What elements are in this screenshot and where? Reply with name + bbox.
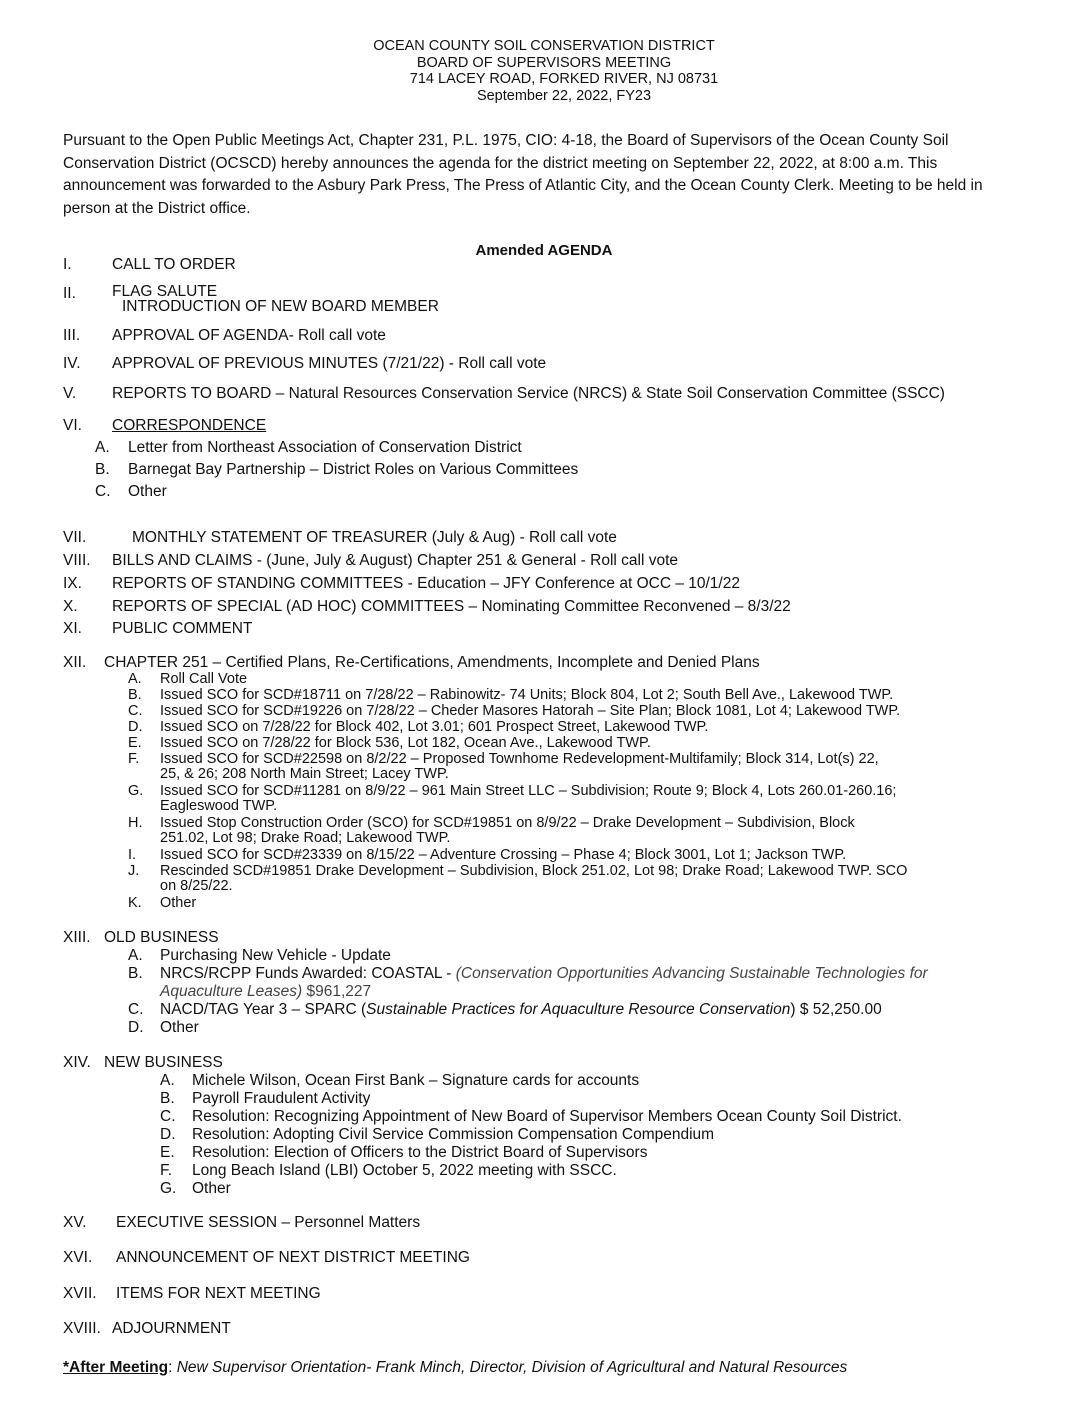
item-number: XI. [63, 620, 82, 637]
sub-item-amount: $961,227 [302, 983, 372, 1000]
item-number: III. [63, 327, 81, 344]
sub-item: Issued SCO for SCD#22598 on 8/2/22 – Proposed Townhome Redevelopment-Multifamily; Block 314, Lot(s) 22, [160, 751, 879, 767]
item-public-comment: PUBLIC COMMENT [112, 620, 253, 637]
item-new-business: NEW BUSINESS [104, 1054, 223, 1071]
item-number: VIII. [63, 552, 91, 569]
sub-letter: G. [128, 783, 144, 799]
sub-letter: F. [128, 751, 140, 767]
item-number: I. [63, 256, 72, 273]
sub-letter: H. [128, 815, 143, 831]
sub-item-amount: ) $ 52,250.00 [790, 1001, 882, 1018]
sub-letter: D. [128, 719, 143, 735]
document-header [0, 38, 1088, 104]
item-next-meeting-items: ITEMS FOR NEXT MEETING [116, 1285, 321, 1302]
item-number: XIII. [63, 929, 91, 946]
sub-letter: B. [95, 461, 110, 478]
sub-letter: I. [128, 847, 137, 863]
sub-item-italic: Sustainable Practices for Aquaculture Resource Conservation [366, 1001, 791, 1018]
sub-item: Purchasing New Vehicle - Update [160, 947, 391, 964]
item-number: XV. [63, 1214, 87, 1231]
sub-item: Resolution: Election of Officers to the District Board of Supervisors [192, 1144, 648, 1161]
item-executive-session: EXECUTIVE SESSION – Personnel Matters [116, 1214, 421, 1231]
sub-item: Letter from Northeast Association of Conservation District [128, 439, 522, 456]
sub-letter: C. [95, 483, 111, 500]
item-special-committees: REPORTS OF SPECIAL (AD HOC) COMMITTEES – Nominating Committee Reconvened – 8/3/22 [112, 598, 791, 615]
item-number: VI. [63, 417, 82, 434]
sub-item: Issued SCO for SCD#23339 on 8/15/22 – Adventure Crossing – Phase 4; Block 3001, Lot 1; Jackson TWP. [160, 847, 847, 863]
sub-item: Roll Call Vote [160, 671, 248, 687]
meeting-name: BOARD OF SUPERVISORS MEETING [416, 54, 672, 71]
sub-letter: G. [160, 1180, 177, 1197]
district-name: OCEAN COUNTY SOIL CONSERVATION DISTRICT [373, 38, 715, 54]
sub-letter: B. [160, 1090, 175, 1107]
sub-item-continuation: 251.02, Lot 98; Drake Road; Lakewood TWP. [160, 830, 451, 846]
item-approval-agenda: APPROVAL OF AGENDA- Roll call vote [112, 327, 386, 344]
sub-item [160, 1001, 882, 1019]
item-number: XVI. [63, 1249, 93, 1266]
sub-letter: A. [128, 671, 142, 687]
sub-letter: A. [95, 439, 110, 456]
sub-item-continuation: Eagleswood TWP. [160, 798, 278, 814]
sub-item: Issued SCO on 7/28/22 for Block 402, Lot 3.01; 601 Prospect Street, Lakewood TWP. [160, 719, 709, 735]
item-number: II. [63, 285, 76, 302]
item-number: IX. [63, 575, 82, 592]
item-standing-committees: REPORTS OF STANDING COMMITTEES - Education – JFY Conference at OCC – 10/1/22 [112, 575, 740, 592]
sub-item: Payroll Fraudulent Activity [192, 1090, 371, 1107]
item-next-meeting-announcement: ANNOUNCEMENT OF NEXT DISTRICT MEETING [116, 1249, 470, 1266]
sub-item: Other [192, 1180, 231, 1197]
sub-item: Michele Wilson, Ocean First Bank – Signature cards for accounts [192, 1072, 640, 1089]
item-correspondence: CORRESPONDENCE [112, 417, 267, 434]
sub-letter: C. [128, 1001, 144, 1018]
meeting-date: September 22, 2022, FY23 [476, 87, 652, 104]
after-meeting-separator: : [168, 1359, 177, 1376]
sub-letter: D. [128, 1019, 144, 1036]
after-meeting-text: New Supervisor Orientation- Frank Minch, Director, Division of Agricultural and Natural Resources [176, 1359, 848, 1376]
sub-item: Issued SCO for SCD#19226 on 7/28/22 – Cheder Masores Hatorah – Site Plan; Block 1081, Lot 4; Lakewood TWP. [160, 703, 901, 719]
sub-item [160, 965, 928, 983]
item-reports-to-board: REPORTS TO BOARD – Natural Resources Conservation Service (NRCS) & State Soil Conservation Committee (SSCC) [112, 385, 945, 402]
item-number: XII. [63, 654, 87, 671]
sub-item: Issued SCO for SCD#11281 on 8/9/22 – 961 Main Street LLC – Subdivision; Route 9; Block 4, Lots 260.01-260.16; [160, 783, 897, 799]
sub-item: Issued SCO for SCD#18711 on 7/28/22 – Rabinowitz- 74 Units; Block 804, Lot 2; South Bell Ave., Lakewood TWP. [160, 687, 894, 703]
sub-item-text: NRCS/RCPP Funds Awarded: COASTAL - [160, 965, 456, 982]
sub-item-continuation: on 8/25/22. [160, 878, 233, 894]
sub-letter: D. [160, 1126, 176, 1143]
item-approval-minutes: APPROVAL OF PREVIOUS MINUTES (7/21/22) - Roll call vote [112, 355, 547, 372]
sub-item: Other [128, 483, 167, 500]
sub-item: Issued Stop Construction Order (SCO) for SCD#19851 on 8/9/22 – Drake Development – Subdivision, Block [160, 815, 855, 831]
sub-letter: E. [128, 735, 142, 751]
sub-letter: C. [160, 1108, 176, 1125]
sub-letter: C. [128, 703, 143, 719]
item-number: X. [63, 598, 78, 615]
sub-item: Long Beach Island (LBI) October 5, 2022 meeting with SSCC. [192, 1162, 617, 1179]
sub-item: Barnegat Bay Partnership – District Roles on Various Committees [128, 461, 579, 478]
item-chapter-251: CHAPTER 251 – Certified Plans, Re-Certifications, Amendments, Incomplete and Denied Plans [104, 654, 760, 671]
item-treasurer-statement: MONTHLY STATEMENT OF TREASURER (July & Aug) - Roll call vote [132, 529, 617, 546]
item-bills-claims: BILLS AND CLAIMS - (June, July & August) Chapter 251 & General - Roll call vote [112, 552, 679, 569]
sub-item: Resolution: Recognizing Appointment of New Board of Supervisor Members Ocean County Soil District. [192, 1108, 902, 1125]
sub-letter: B. [128, 965, 143, 982]
sub-item-text: NACD/TAG Year 3 – SPARC ( [160, 1001, 367, 1018]
item-introduction-new-member: INTRODUCTION OF NEW BOARD MEMBER [122, 298, 439, 315]
item-number: VII. [63, 529, 87, 546]
sub-letter: J. [128, 863, 140, 879]
sub-item: Rescinded SCD#19851 Drake Development – Subdivision, Block 251.02, Lot 98; Drake Road; Lakewood TWP. SCO [160, 863, 908, 879]
after-meeting-note [63, 1359, 847, 1377]
item-number: XIV. [63, 1054, 91, 1071]
sub-letter: F. [160, 1162, 173, 1179]
item-number: IV. [63, 355, 81, 372]
sub-item-italic: Aquaculture Leases) [160, 983, 303, 1000]
sub-item: Issued SCO on 7/28/22 for Block 536, Lot 182, Ocean Ave., Lakewood TWP. [160, 735, 651, 751]
sub-letter: K. [128, 895, 142, 911]
item-number: XVII. [63, 1285, 97, 1302]
sub-letter: A. [128, 947, 143, 964]
meeting-address: 714 LACEY ROAD, FORKED RIVER, NJ 08731 [409, 71, 719, 87]
sub-letter: B. [128, 687, 142, 703]
item-adjournment: ADJOURNMENT [112, 1320, 231, 1337]
sub-item: Resolution: Adopting Civil Service Commission Compensation Compendium [192, 1126, 715, 1143]
sub-item-continuation: 25, & 26; 208 North Main Street; Lacey TWP. [160, 766, 449, 782]
agenda-title: Amended AGENDA [475, 242, 613, 259]
item-flag-salute: FLAG SALUTE [112, 283, 218, 300]
sub-letter: A. [160, 1072, 175, 1089]
sub-item: Other [160, 895, 197, 911]
item-call-to-order: CALL TO ORDER [112, 256, 236, 273]
item-number: V. [63, 385, 77, 402]
after-meeting-label: *After Meeting [63, 1359, 169, 1376]
sub-item-italic: (Conservation Opportunities Advancing Sustainable Technologies for [455, 965, 928, 982]
item-old-business: OLD BUSINESS [104, 929, 219, 946]
sub-item: Other [160, 1019, 199, 1036]
sub-item-continuation [160, 983, 371, 1001]
item-number: XVIII. [63, 1320, 101, 1337]
intro-paragraph: Pursuant to the Open Public Meetings Act, Chapter 231, P.L. 1975, CIO: 4-18, the Board of Supervisors of the Ocean County Soil Conservation District (OCSCD) hereby announces the agenda for the district meeting on September 22, 2022, at 8:00 a.m. This announcement was forwarded to the Asbury Park Press, The Press of Atlantic City, and the Ocean County Clerk. Meeting to be held in person at the District office. [63, 132, 983, 217]
sub-letter: E. [160, 1144, 175, 1161]
